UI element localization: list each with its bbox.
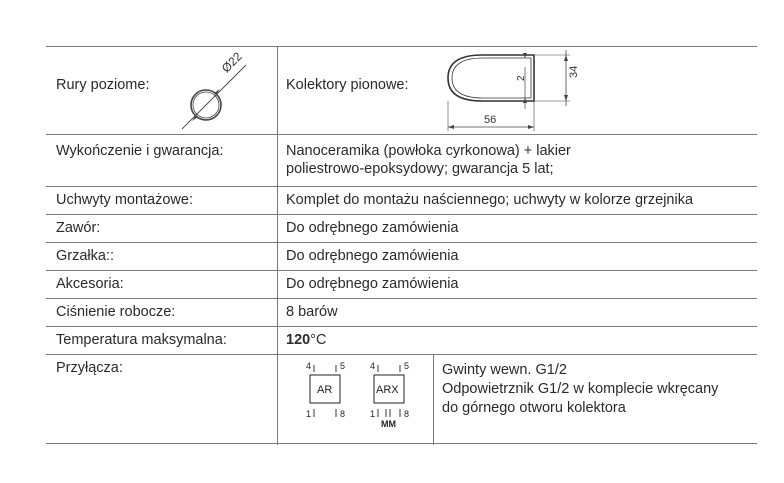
divider (277, 327, 278, 355)
divider (277, 135, 278, 187)
row-pressure (46, 298, 757, 326)
diameter-label: Ø22 (218, 49, 245, 76)
value-przylacza-line3: do górnego otworu kolektora (442, 400, 626, 416)
label-przylacza: Przyłącza: (56, 360, 123, 376)
label-akcesoria: Akcesoria: (56, 276, 124, 292)
row-finish (46, 134, 757, 186)
svg-text:4: 4 (370, 361, 376, 371)
divider (277, 215, 278, 243)
divider (277, 243, 278, 271)
svg-text:4: 4 (306, 361, 312, 371)
value-grzalka: Do odrębnego zamówienia (286, 248, 459, 264)
value-akcesoria: Do odrębnego zamówienia (286, 276, 459, 292)
dim-wall: 2 (516, 75, 527, 81)
value-wykonczenie-line1: Nanoceramika (powłoka cyrkonowa) + lakier (286, 143, 571, 159)
temperature-number: 120 (286, 332, 311, 348)
label-wykonczenie: Wykończenie i gwarancja: (56, 143, 224, 159)
value-zawor: Do odrębnego zamówienia (286, 220, 459, 236)
collector-profile-drawing (446, 47, 586, 133)
value-temperatura (286, 332, 326, 348)
row-connections (46, 354, 757, 444)
label-zawor: Zawór: (56, 220, 101, 236)
row-accessories (46, 270, 757, 298)
divider (277, 271, 278, 299)
row-mounts (46, 186, 757, 214)
label-uchwyty: Uchwyty montażowe: (56, 192, 193, 208)
row-pipes (46, 46, 757, 134)
svg-text:8: 8 (404, 409, 410, 419)
divider-connections (433, 355, 434, 445)
value-uchwyty: Komplet do montażu naściennego; uchwyty w kolorze grzejnika (286, 192, 694, 208)
temperature-unit: °C (310, 332, 327, 348)
svg-text:ARX: ARX (376, 384, 399, 396)
value-cisnienie: 8 barów (286, 304, 338, 320)
svg-text:AR: AR (317, 384, 333, 396)
dim-height: 34 (568, 65, 580, 78)
dim-width: 56 (484, 114, 497, 126)
label-cisnienie: Ciśnienie robocze: (56, 304, 176, 320)
divider (277, 47, 278, 135)
divider (277, 187, 278, 215)
label-rury-poziome: Rury poziome: (56, 77, 150, 93)
svg-text:8: 8 (340, 409, 346, 419)
connection-arx-diagram (366, 359, 426, 443)
row-temperature (46, 326, 757, 354)
svg-text:1: 1 (306, 409, 312, 419)
svg-text:MM: MM (381, 419, 396, 429)
value-wykonczenie-line2: poliestrowo-epoksydowy; gwarancja 5 lat; (286, 161, 554, 177)
svg-text:5: 5 (340, 361, 346, 371)
label-kolektory-pionowe: Kolektory pionowe: (286, 77, 409, 93)
row-heater (46, 242, 757, 270)
svg-text:1: 1 (370, 409, 376, 419)
divider (277, 299, 278, 327)
label-grzalka: Grzałka:: (56, 248, 115, 264)
value-przylacza-line2: Odpowietrznik G1/2 w komplecie wkręcany (442, 381, 719, 397)
connection-ar-diagram (302, 359, 354, 435)
svg-text:5: 5 (404, 361, 410, 371)
pipe-diameter-drawing (174, 47, 254, 133)
divider (277, 355, 278, 445)
row-valve (46, 214, 757, 242)
label-temperatura: Temperatura maksymalna: (56, 332, 227, 348)
value-przylacza-line1: Gwinty wewn. G1/2 (442, 362, 567, 378)
